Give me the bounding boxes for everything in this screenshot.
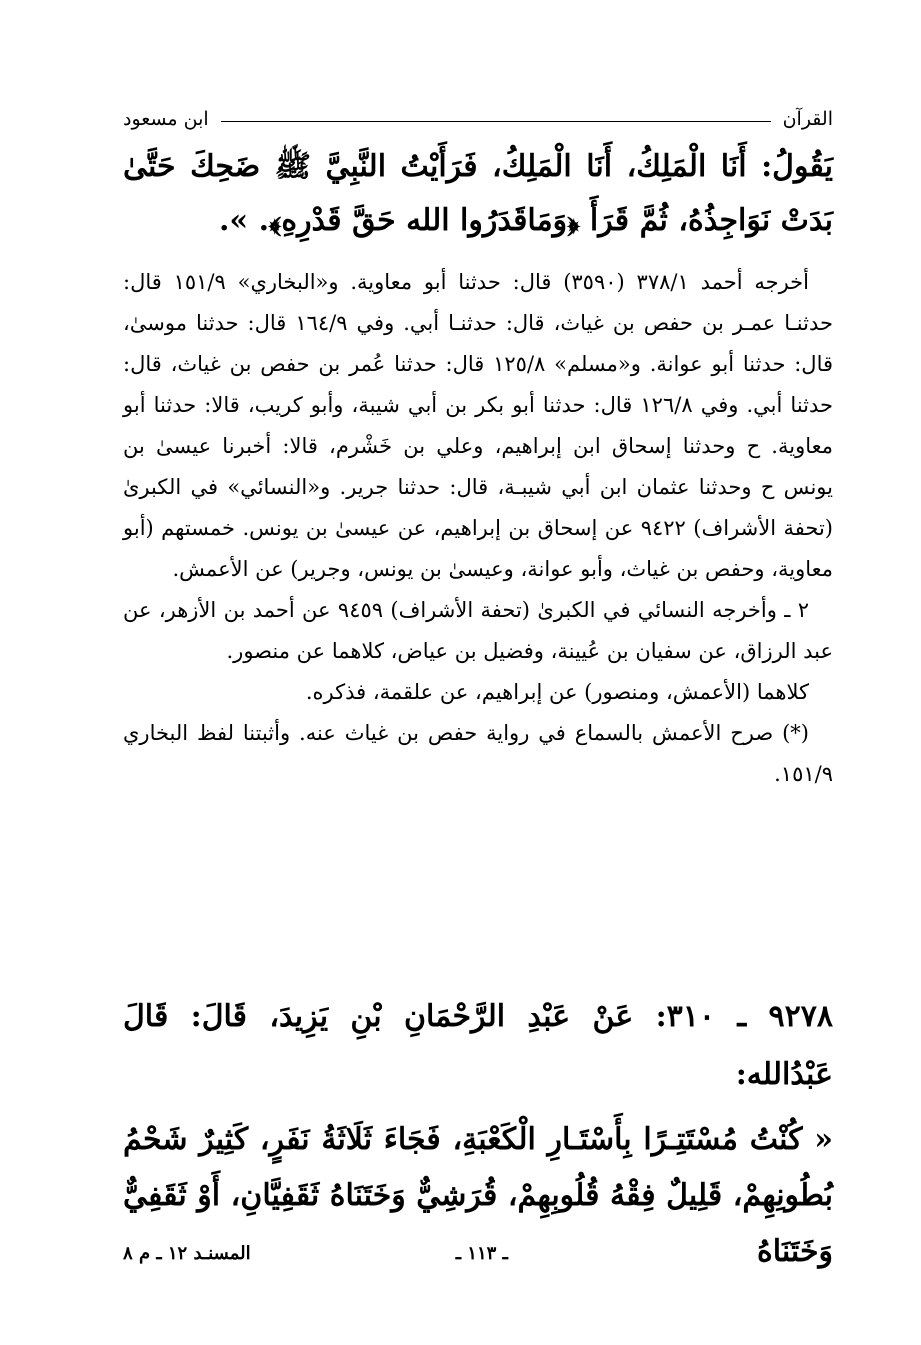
printer-signature: المسنـد ١٢ ـ م ٨ [123, 1242, 251, 1264]
note-paragraph-2: ٢ ـ وأخرجه النسائي في الكبرىٰ (تحفة الأشراف) ٩٤٥٩ عن أحمد بن الأزهر، عن عبد الرزاق، عن سفيان بن عُيينة، وفضيل بن عياض، كلاهما عن منصور. [123, 598, 833, 663]
header-rule [221, 121, 771, 122]
hadith-heading: ٩٢٧٨ ـ ٣١٠: عَنْ عَبْدِ الرَّحْمَانِ بْنِ يَزِيدَ، قَالَ: قَالَ عَبْدُالله: [123, 999, 833, 1092]
page-footer [123, 1238, 833, 1268]
page-number: ـ ١١٣ ـ [455, 1242, 508, 1264]
hadith-text: « كُنْتُ مُسْتَتِـرًا بِأَسْتَـارِ الْكَعْبَةِ، فَجَاءَ ثَلَاثَةُ نَفَرٍ، كَثِيرٌ شَحْمُ بُطُونِهِمْ، قَلِيلٌ فِقْهُ قُلُوبِهِمْ، قُرَشِيٌّ وَخَتَنَاهُ ثَقَفِيَّانِ، أَوْ ثَقَفِيٌّ وَخَتَنَاهُ [123, 1122, 833, 1269]
note-paragraph-1: أخرجه أحمد ٣٧٨/١ (٣٥٩٠) قال: حدثنا أبو معاوية. و«البخاري» ١٥١/٩ قال: حدثنـا عمـر بن حفص بن غياث، قال: حدثنـا أبي. وفي ١٦٤/٩ قال: حدثنا موسىٰ، قال: حدثنا أبو عوانة. و«مسلم» ١٢٥/٨ قال: حدثنا عُمر بن حفص بن غياث، قال: حدثنا أبي. وفي ١٢٦/٨ قال: حدثنا أبو بكر بن أبي شيبة، وأبو كريب، قالا: حدثنا أبو معاوية. ح وحدثنا إسحاق ابن إبراهيم، وعلي بن خَشْرم، قالا: أخبرنا عيسىٰ بن يونس ح وحدثنا عثمان ابن أبي شيبـة، قال: حدثنا جرير. و«النسائي» في الكبرىٰ (تحفة الأشراف) ٩٤٢٢ عن إسحاق بن إبراهيم، عن عيسىٰ بن يونس. خمستهم (أبو معاوية، وحفص بن غياث، وأبو عوانة، وعيسىٰ بن يونس، وجرير) عن الأعمش. [123, 270, 834, 581]
continued-hadith-text: يَقُولُ: أَنَا الْمَلِكُ، أَنَا الْمَلِكُ، فَرَأَيْتُ النَّبِيَّ ﷺ ضَحِكَ حَتَّىٰ بَدَتْ نَوَاجِذُهُ، ثُمَّ قَرَأَ ﴿وَمَاقَدَرُوا الله حَقَّ قَدْرِهِ﴾. ». [123, 149, 833, 238]
header-section-title: القرآن [782, 107, 833, 130]
header-narrator-title: ابن مسعود [123, 107, 209, 130]
running-header [123, 104, 833, 134]
takhrij-notes [123, 262, 833, 795]
note-paragraph-3: كلاهما (الأعمش، ومنصور) عن إبراهيم، عن علقمة، فذكره. [305, 680, 809, 704]
note-paragraph-4: (*) صرح الأعمش بالسماع في رواية حفص بن غياث عنه. وأثبتنا لفظ البخاري ١٥١/٩. [123, 721, 833, 786]
